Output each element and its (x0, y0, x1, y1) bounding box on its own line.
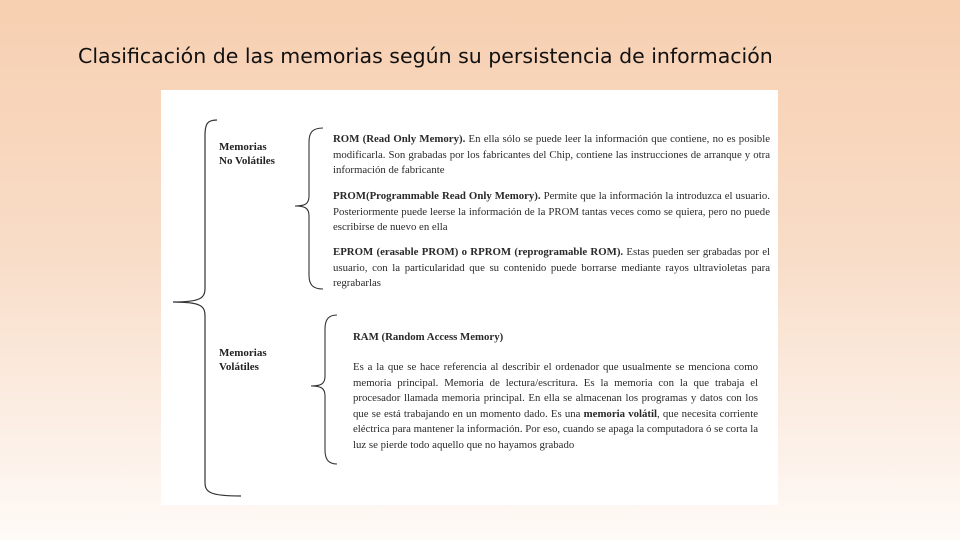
volatile-brace (311, 315, 337, 464)
memory-classification-figure (161, 90, 778, 505)
slide-title: Clasificación de las memorias según su persistencia de información (78, 44, 773, 68)
prom-text: Permite que la información la introduzca el usuario. Posteriormente puede leerse la información de la PROM tantas veces como se quiera, pero no puede escribirse de nuevo en ella (333, 190, 770, 233)
ram-text-part1: Es a la que se hace referencia al describir el ordenador que usualmente se menciona como memoria principal. Memoria de lectura/escritura. Es la memoria con la que trabaja el procesador llamada memoria principal. En ella se almacenan los programas y datos con los que se está trabajando en un momento dado. Es una (353, 361, 758, 420)
outer-brace (173, 120, 241, 496)
prom-term: PROM(Programmable Read Only Memory). (333, 190, 541, 202)
volatile-label-line1: Memorias (219, 347, 267, 359)
ram-heading: RAM (Random Access Memory) (353, 331, 504, 343)
rom-paragraph (333, 132, 770, 179)
rom-text: En ella sólo se puede leer la información que contiene, no es posible modificarla. Son grabadas por los fabricantes del Chip, contiene las instrucciones de arranque y otra información de fabricante (333, 133, 770, 176)
volatile-label-line2: Volátiles (219, 361, 259, 373)
ram-text-bold: memoria volátil (583, 407, 658, 420)
non-volatile-label-line2: No Volátiles (219, 155, 275, 167)
prom-paragraph (333, 189, 770, 236)
eprom-text: Estas pueden ser grabadas por el usuario, con la particularidad que su contenido puede borrarse mediante rayos ultravioletas para regrabarlas (333, 246, 770, 289)
eprom-term: EPROM (erasable PROM) o RPROM (reprogramable ROM). (333, 246, 624, 258)
non-volatile-label (219, 140, 275, 168)
rom-term: ROM (Read Only Memory). (333, 133, 466, 145)
ram-text-part2: , que necesita corriente eléctrica para mantener la información. Por eso, cuando se apaga la computadora ó se corta la luz se pierde todo aquello que no hayamos grabado (353, 407, 758, 451)
ram-paragraph (353, 360, 758, 453)
non-volatile-brace (295, 128, 323, 289)
non-volatile-label-line1: Memorias (219, 141, 267, 153)
volatile-label (219, 346, 267, 374)
eprom-paragraph (333, 245, 770, 292)
